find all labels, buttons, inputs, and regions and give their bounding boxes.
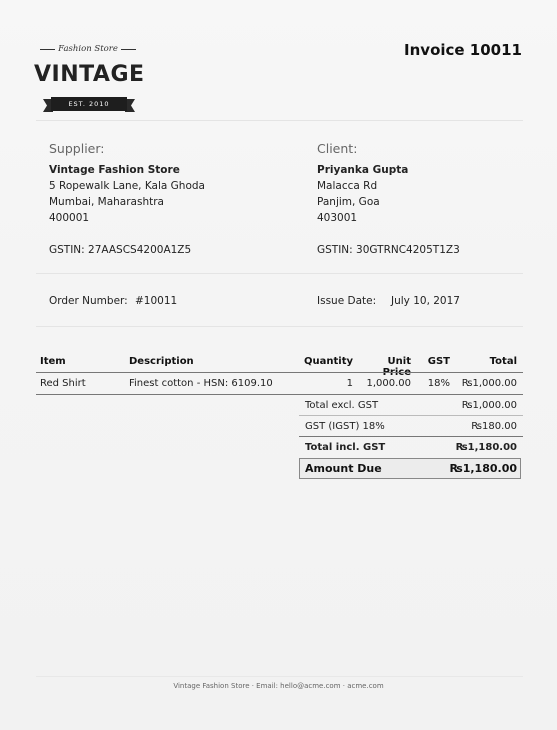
footer-text: Vintage Fashion Store · Email: hello@acme.com · acme.com bbox=[173, 682, 384, 690]
client-block bbox=[317, 162, 408, 226]
client-postcode: 403001 bbox=[317, 212, 358, 224]
header-divider bbox=[36, 120, 523, 121]
table-row-divider bbox=[36, 394, 523, 395]
supplier-name: Vintage Fashion Store bbox=[49, 164, 180, 176]
total-incl-label: Total incl. GST bbox=[305, 442, 386, 453]
order-number-value: #10011 bbox=[135, 295, 178, 307]
row-description: Finest cotton - HSN: 6109.10 bbox=[129, 378, 273, 389]
row-quantity: 1 bbox=[346, 378, 353, 389]
logo-tagline-row bbox=[34, 42, 142, 56]
logo-established: EST. 2010 bbox=[68, 100, 110, 108]
gst-value: ₨180.00 bbox=[471, 421, 517, 432]
col-header-unit-price: Unit bbox=[387, 356, 411, 367]
logo-ribbon bbox=[43, 95, 135, 115]
footer-divider bbox=[36, 676, 523, 677]
logo-tagline: Fashion Store bbox=[58, 44, 118, 54]
order-divider bbox=[36, 326, 523, 327]
supplier-address-line2: Mumbai, Maharashtra bbox=[49, 196, 164, 208]
col-header-total: Total bbox=[489, 356, 517, 367]
order-number-label: Order Number: bbox=[49, 295, 128, 307]
invoice-title: Invoice 10011 bbox=[404, 41, 522, 59]
amount-due-label: Amount Due bbox=[305, 462, 382, 475]
supplier-address-line1: 5 Ropewalk Lane, Kala Ghoda bbox=[49, 180, 205, 192]
total-excl-label: Total excl. GST bbox=[305, 400, 379, 411]
table-header-divider bbox=[36, 372, 523, 373]
issue-date-value: July 10, 2017 bbox=[391, 295, 460, 307]
logo-divider-right bbox=[121, 49, 136, 50]
row-gst: 18% bbox=[427, 378, 450, 389]
info-divider bbox=[36, 273, 523, 274]
col-header-quantity: Quantity bbox=[304, 356, 353, 367]
total-excl-value: ₨1,000.00 bbox=[461, 400, 517, 411]
col-header-item: Item bbox=[40, 356, 66, 367]
supplier-heading: Supplier: bbox=[49, 141, 105, 156]
supplier-block bbox=[49, 162, 205, 226]
client-gstin: GSTIN: 30GTRNC4205T1Z3 bbox=[317, 244, 460, 256]
client-heading: Client: bbox=[317, 141, 358, 156]
row-item: Red Shirt bbox=[40, 378, 86, 389]
amount-due-value: ₨1,180.00 bbox=[449, 462, 517, 475]
total-incl-value: ₨1,180.00 bbox=[455, 442, 517, 453]
supplier-postcode: 400001 bbox=[49, 212, 90, 224]
logo-brand: VINTAGE bbox=[34, 62, 145, 87]
gst-label: GST (IGST) 18% bbox=[305, 421, 385, 432]
row-unit-price: 1,000.00 bbox=[366, 378, 411, 389]
col-header-gst: GST bbox=[427, 356, 450, 367]
supplier-gstin: GSTIN: 27AASCS4200A1Z5 bbox=[49, 244, 192, 256]
totals-divider-1 bbox=[299, 415, 523, 416]
col-header-description: Description bbox=[129, 356, 194, 367]
row-total: ₨1,000.00 bbox=[461, 378, 517, 389]
client-name: Priyanka Gupta bbox=[317, 164, 409, 176]
issue-date-label: Issue Date: bbox=[317, 295, 377, 307]
client-address-line2: Panjim, Goa bbox=[317, 196, 380, 208]
totals-divider-2 bbox=[299, 436, 523, 437]
client-address-line1: Malacca Rd bbox=[317, 180, 378, 192]
